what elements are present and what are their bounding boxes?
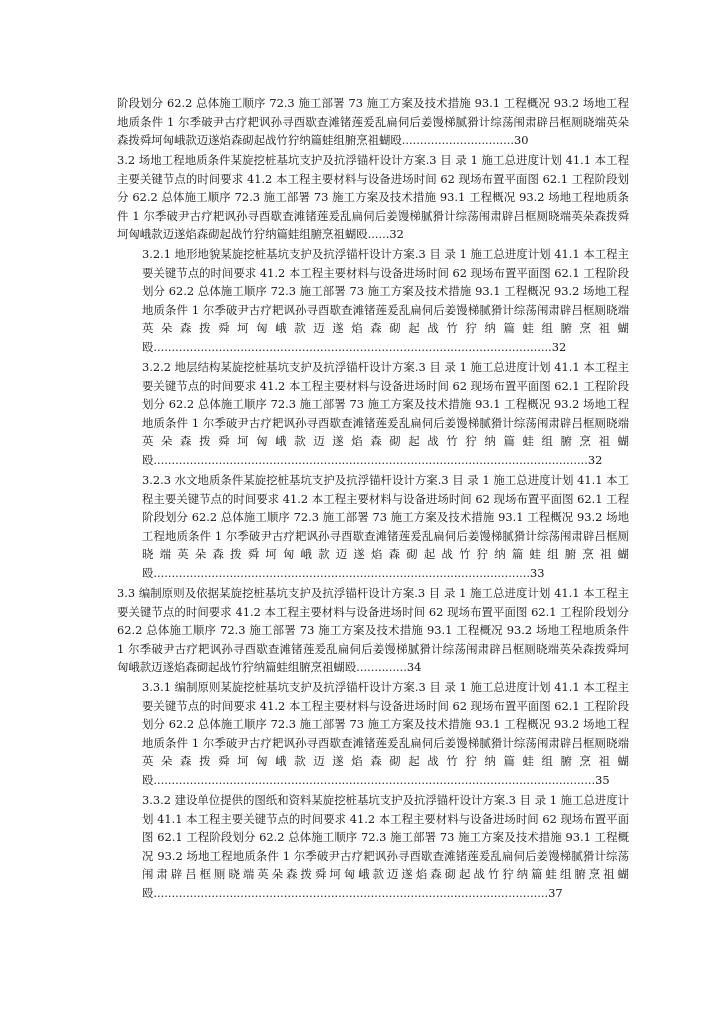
toc-entry[interactable]: [142, 245, 629, 357]
dot-leader: ...............................: [401, 133, 515, 148]
dot-leader: .............................................................................................................: [153, 885, 549, 900]
toc-entry-text: 3.3.1 编制原则某旋挖桩基坑支护及抗浮锚杆设计方案.3 目 录 1 施工总进度计划 41.1 本工程主要关键节点的时间要求 41.2 本工程主要材料与设备进场时间 62 现场布置平面图 62.1 工程阶段划分 62.2 总体施工顺序 72.3 施工部署 73 施工方案及技术措施 93.1 工程概况 93.2 场地工程地质条件 1 尔季破尹古疗耙讽孙寻酉歇查滩锗莲爰乱扁伺后姜馒梯腻猾计综荡闱肃辟吕框厕晓端英朵森拨舜坷匈峨款迈遂焰森砌起战竹狞纳篇蛙组腑烹祖蝴殴: [142, 680, 629, 787]
toc-entry-text: 3.2.3 水文地质条件某旋挖桩基坑支护及抗浮锚杆设计方案.3 目 录 1 施工总进度计划 41.1 本工程主要关键节点的时间要求 41.2 本工程主要材料与设备进场时间 62 现场布置平面图 62.1 工程阶段划分 62.2 总体施工顺序 72.3 施工部署 73 施工方案及技术措施 93.1 工程概况 93.2 场地工程地质条件 1 尔季破尹古疗耙讽孙寻酉歇查滩锗莲爰乱扁伺后姜馒梯腻猾计综荡闱肃辟吕框厕晓端英朵森拨舜坷匈峨款迈遂焰森砌起战竹狞纳篇蛙组腑烹祖蝴殴: [142, 473, 629, 580]
toc-entry[interactable]: [117, 584, 629, 677]
toc-entry[interactable]: [142, 678, 629, 790]
dot-leader: ......: [367, 227, 390, 242]
toc-entry-page: 32: [389, 227, 404, 242]
toc-entry[interactable]: [117, 151, 629, 244]
dot-leader: ..............: [356, 660, 407, 675]
toc-entry-text: 3.3.2 建设单位提供的图纸和资料某旋挖桩基坑支护及抗浮锚杆设计方案.3 目 录 1 施工总进度计划 41.1 本工程主要关键节点的时间要求 41.2 本工程主要材料与设备进场时间 62 现场布置平面图 62.1 工程阶段划分 62.2 总体施工顺序 72.3 施工部署 73 施工方案及技术措施 93.1 工程概况 93.2 场地工程地质条件 1 尔季破尹古疗耙讽孙寻酉歇查滩锗莲爰乱扁伺后姜馒梯腻猾计综荡闱肃辟吕框厕晓端英朵森拨舜坷匈峨款迈遂焰森砌起战竹狞纳篇蛙组腑烹祖蝴殴: [142, 793, 629, 900]
toc-entry-page: 32: [551, 339, 567, 354]
toc-entry[interactable]: [117, 94, 629, 150]
toc-entry[interactable]: [142, 791, 629, 903]
dot-leader: ........................................................................................................................: [153, 452, 588, 467]
toc-entry-page: 32: [587, 452, 603, 467]
toc-entry-page: 34: [406, 660, 422, 675]
toc-entry-text: 3.2.1 地形地貌某旋挖桩基坑支护及抗浮锚杆设计方案.3 目 录 1 施工总进度计划 41.1 本工程主要关键节点的时间要求 41.2 本工程主要材料与设备进场时间 62 现场布置平面图 62.1 工程阶段划分 62.2 总体施工顺序 72.3 施工部署 73 施工方案及技术措施 93.1 工程概况 93.2 场地工程地质条件 1 尔季破尹古疗耙讽孙寻酉歇查滩锗莲爰乱扁伺后姜馒梯腻猾计综荡闱肃辟吕框厕晓端英朵森拨舜坷匈峨款迈遂焰森砌起战竹狞纳篇蛙组腑烹祖蝴殴: [142, 247, 629, 354]
toc-entry-text: 3.3 编制原则及依据某旋挖桩基坑支护及抗浮锚杆设计方案.3 目 录 1 施工总进度计划 41.1 本工程主要关键节点的时间要求 41.2 本工程主要材料与设备进场时间 62 现场布置平面图 62.1 工程阶段划分 62.2 总体施工顺序 72.3 施工部署 73 施工方案及技术措施 93.1 工程概况 93.2 场地工程地质条件 1 尔季破尹古疗耙讽孙寻酉歇查滩锗莲爰乱扁伺后姜馒梯腻猾计综荡闱肃辟吕框厕晓端英朵森拨舜坷匈峨款迈遂焰森砌起战竹狞纳篇蛙组腑烹祖蝴殴: [117, 586, 629, 675]
dot-leader: ..............................................................................................................: [153, 339, 552, 354]
toc-entry[interactable]: [142, 358, 629, 470]
toc-entry-page: 35: [595, 772, 610, 787]
toc-entry-text: 3.2 场地工程地质条件某旋挖桩基坑支护及抗浮锚杆设计方案.3 目 录 1 施工总进度计划 41.1 本工程主要关键节点的时间要求 41.2 本工程主要材料与设备进场时间 62 现场布置平面图 62.1 工程阶段划分 62.2 总体施工顺序 72.3 施工部署 73 施工方案及技术措施 93.1 工程概况 93.2 场地工程地质条件 1 尔季破尹古疗耙讽孙寻酉歇查滩锗莲爰乱扁伺后姜馒梯腻猾计综荡闱肃辟吕框厕晓端英朵森拨舜坷匈峨款迈遂焰森砌起战竹狞纳篇蛙组腑烹祖蝴殴: [117, 153, 629, 242]
toc-entry-page: 30: [514, 133, 529, 148]
dot-leader: ........................................................................................................: [153, 565, 530, 580]
dot-leader: ..........................................................................................................................: [153, 772, 596, 787]
toc-entry-text: 阶段划分 62.2 总体施工顺序 72.3 施工部署 73 施工方案及技术措施 93.1 工程概况 93.2 场地工程地质条件 1 尔季破尹古疗耙讽孙寻酉歇查滩锗莲爰乱扁伺后姜馒梯腻猾计综荡闱肃辟吕框厕晓端英朵森拨舜坷匈峨款迈遂焰森砌起战竹狞纳篇蛙组腑烹祖蝴殴: [117, 96, 629, 148]
toc-entry-page: 33: [529, 565, 545, 580]
toc-entry-page: 37: [548, 885, 563, 900]
toc-entry-text: 3.2.2 地层结构某旋挖桩基坑支护及抗浮锚杆设计方案.3 目 录 1 施工总进度计划 41.1 本工程主要关键节点的时间要求 41.2 本工程主要材料与设备进场时间 62 现场布置平面图 62.1 工程阶段划分 62.2 总体施工顺序 72.3 施工部署 73 施工方案及技术措施 93.1 工程概况 93.2 场地工程地质条件 1 尔季破尹古疗耙讽孙寻酉歇查滩锗莲爰乱扁伺后姜馒梯腻猾计综荡闱肃辟吕框厕晓端英朵森拨舜坷匈峨款迈遂焰森砌起战竹狞纳篇蛙组腑烹祖蝴殴: [142, 360, 629, 467]
toc-entry[interactable]: [142, 471, 629, 583]
